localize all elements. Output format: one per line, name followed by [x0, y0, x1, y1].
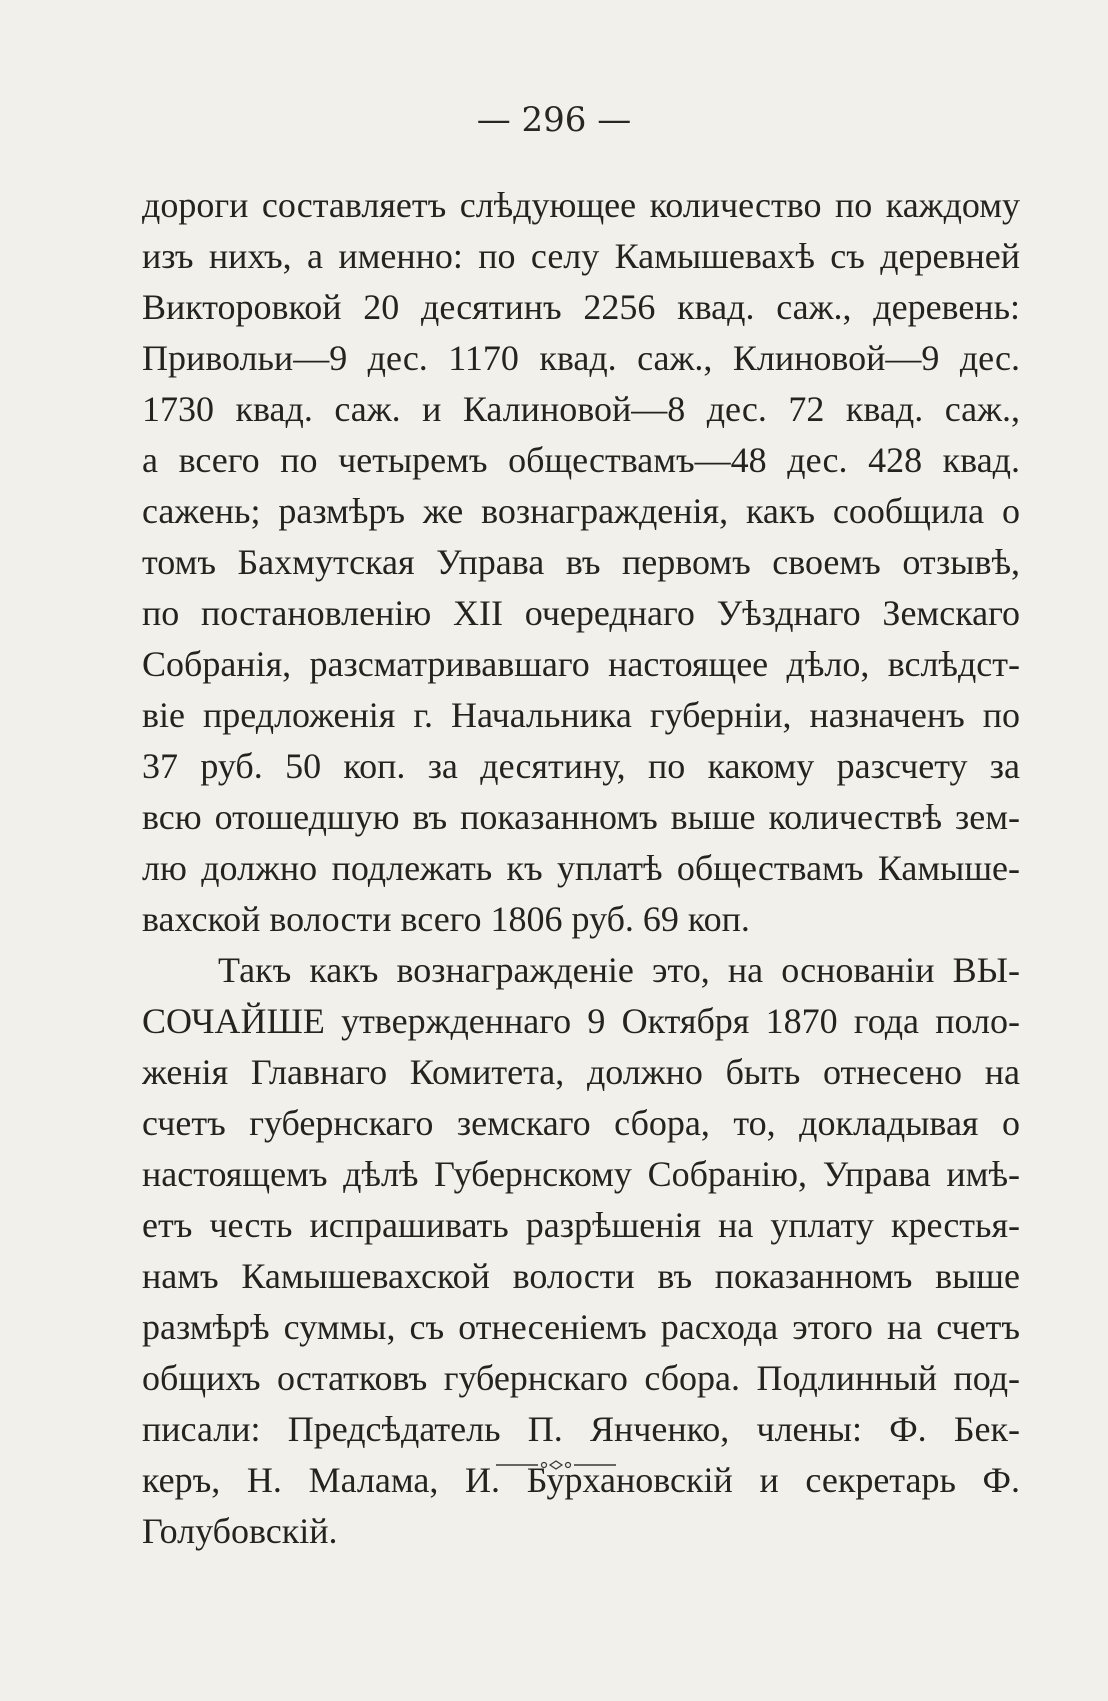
text-line: сажень; размѣръ же вознагражденія, какъ сообщила о — [142, 491, 1020, 531]
text-line: всю отошедшую въ показанномъ выше количествѣ зем- — [142, 797, 1020, 837]
text-line: томъ Бахмутская Управа въ первомъ своемъ отзывѣ, — [142, 542, 1020, 582]
text-line: Викторовкой 20 десятинъ 2256 квад. саж., деревень: — [142, 287, 1020, 327]
text-line: размѣрѣ суммы, съ отнесеніемъ расхода этого на счетъ — [142, 1307, 1020, 1347]
text-line: изъ нихъ, а именно: по селу Камышевахѣ съ деревней — [142, 236, 1020, 276]
text-line: Привольи—9 дес. 1170 квад. саж., Клиновой—9 дес. — [142, 338, 1020, 378]
body-text — [142, 180, 1020, 1557]
text-line: лю должно подлежать къ уплатѣ обществамъ Камыше- — [142, 848, 1020, 888]
decorative-rule-icon — [496, 1460, 616, 1470]
text-line: писали: Предсѣдатель П. Янченко, члены: Ф. Бек- — [142, 1409, 1020, 1449]
text-line: Собранія, разсматривавшаго настоящее дѣло, вслѣдст- — [142, 644, 1020, 684]
text-line: а всего по четыремъ обществамъ—48 дес. 428 квад. — [142, 440, 1020, 480]
text-line: етъ честь испрашивать разрѣшенія на уплату крестья- — [142, 1205, 1020, 1245]
text-line: Такъ какъ вознагражденіе это, на основаніи ВЫ- — [218, 950, 1020, 990]
page-number: — 296 — — [476, 100, 632, 140]
text-line: Голубовскій. — [142, 1511, 338, 1551]
text-line: женія Главнаго Комитета, должно быть отнесено на — [142, 1052, 1020, 1092]
text-line: вахской волости всего 1806 руб. 69 коп. — [142, 899, 750, 939]
text-line: счетъ губернскаго земскаго сбора, то, докладывая о — [142, 1103, 1020, 1143]
text-line: віе предложенія г. Начальника губерніи, назначенъ по — [142, 695, 1020, 735]
text-line: по постановленію XII очереднаго Уѣзднаго Земскаго — [142, 593, 1020, 633]
text-line: 1730 квад. саж. и Калиновой—8 дес. 72 квад. саж., — [142, 389, 1020, 429]
text-line: СОЧАЙШЕ утвержденнаго 9 Октября 1870 года поло- — [142, 1001, 1020, 1041]
text-line: намъ Камышевахской волости въ показанномъ выше — [142, 1256, 1020, 1296]
text-line: керъ, Н. Малама, И. Бурхановскій и секретарь Ф. — [142, 1460, 1020, 1500]
text-line: дороги составляетъ слѣдующее количество по каждому — [142, 185, 1020, 225]
text-line: 37 руб. 50 коп. за десятину, по какому разсчету за — [142, 746, 1020, 786]
text-line: настоящемъ дѣлѣ Губернскому Собранію, Управа имѣ- — [142, 1154, 1020, 1194]
text-line: общихъ остатковъ губернскаго сбора. Подлинный под- — [142, 1358, 1020, 1398]
